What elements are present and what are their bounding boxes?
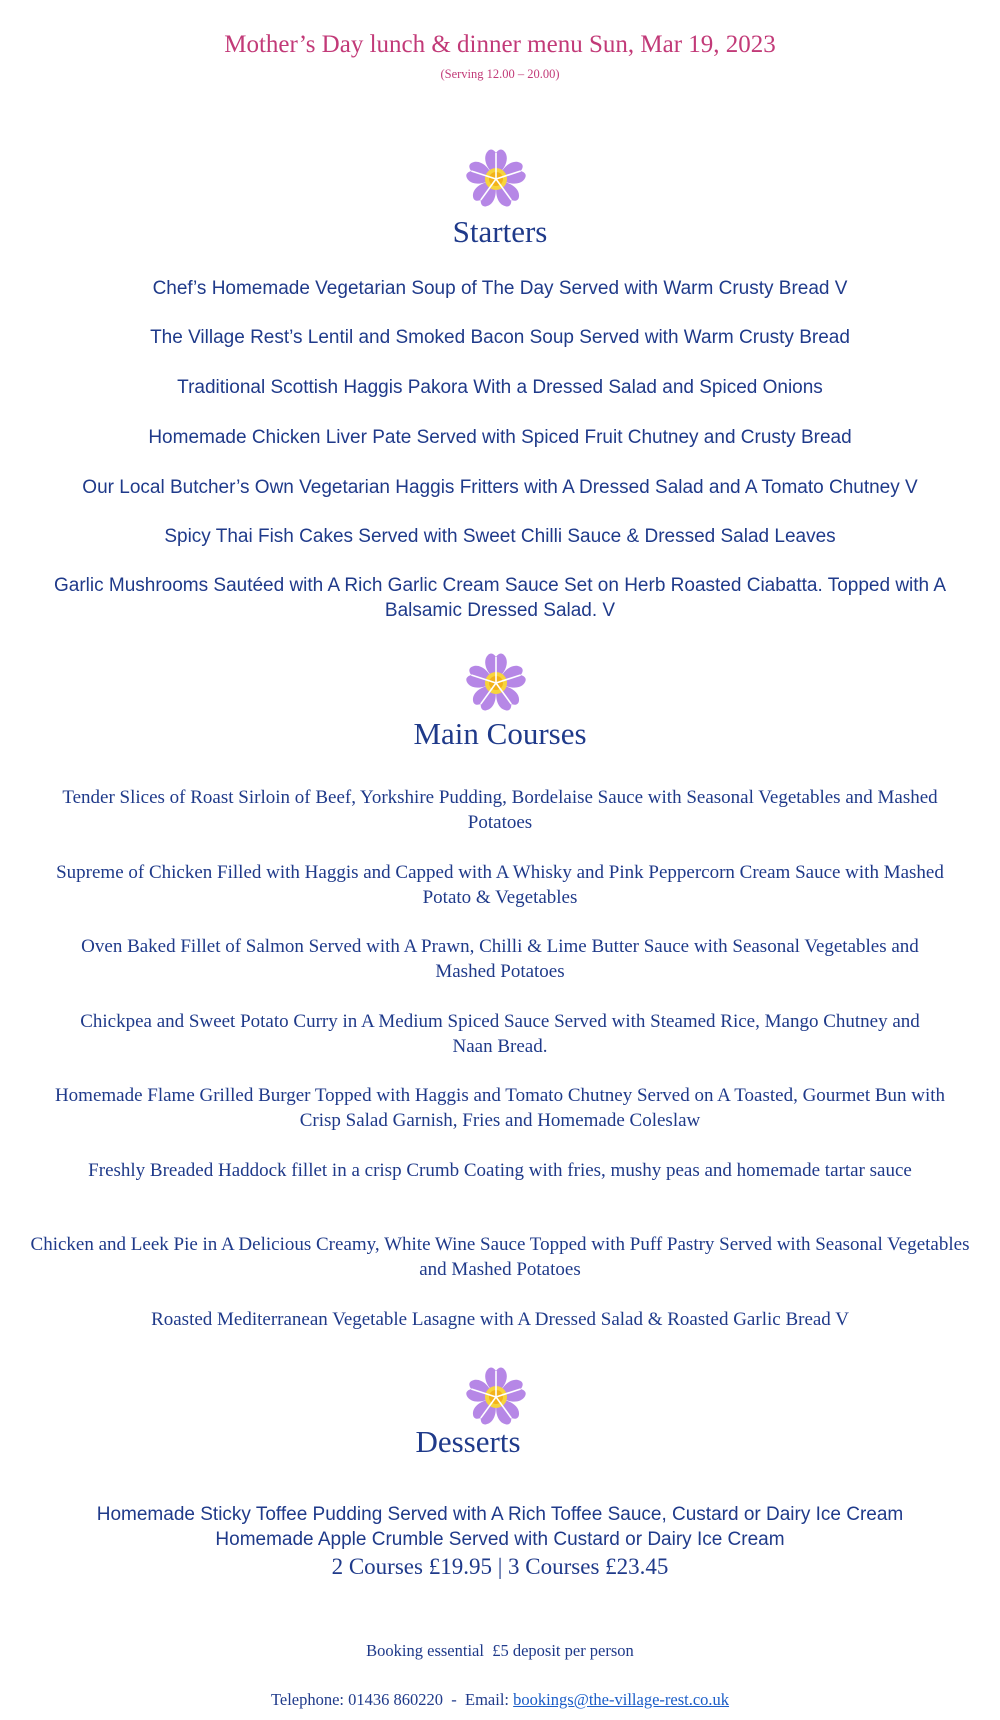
menu-item: Garlic Mushrooms Sautéed with A Rich Garlic Cream Sauce Set on Herb Roasted Ciabatta. Topped with A Balsamic Dressed Salad. V [53, 575, 947, 621]
menu-item: Chicken and Leek Pie in A Delicious Creamy, White Wine Sauce Topped with Puff Pastry Served with Seasonal Vegetables and Mashed Potatoes [30, 1234, 970, 1280]
menu-item: Tender Slices of Roast Sirloin of Beef, Yorkshire Pudding, Bordelaise Sauce with Seasonal Vegetables and Mashed Potatoes [62, 787, 938, 833]
menu-item: Freshly Breaded Haddock fillet in a crisp Crumb Coating with fries, mushy peas and homemade tartar sauce [88, 1160, 912, 1181]
menu-item: Chickpea and Sweet Potato Curry in A Medium Spiced Sauce Served with Steamed Rice, Mango Chutney and Naan Bread. [80, 1011, 920, 1057]
price-line: 2 Courses £19.95 | 3 Courses £23.45 [331, 1554, 669, 1579]
section-title-desserts: Desserts [415, 1424, 521, 1459]
section-title-main-courses: Main Courses [413, 716, 587, 751]
menu-item: Our Local Butcher’s Own Vegetarian Haggis Fritters with A Dressed Salad and A Tomato Chutney V [82, 477, 918, 498]
menu-item: Traditional Scottish Haggis Pakora With a Dressed Salad and Spiced Onions [177, 377, 823, 398]
serving-hours: (Serving 12.00 – 20.00) [440, 67, 560, 81]
menu-item: Homemade Apple Crumble Served with Custard or Dairy Ice Cream [215, 1529, 785, 1550]
email-link[interactable]: bookings@the-village-rest.co.uk [513, 1690, 730, 1709]
booking-note: Booking essential £5 deposit per person [366, 1641, 634, 1660]
menu-item: Chef’s Homemade Vegetarian Soup of The Day Served with Warm Crusty Bread V [152, 278, 848, 299]
telephone-label: Telephone: 01436 860220 - Email: [270, 1690, 514, 1709]
section-title-starters: Starters [452, 214, 548, 249]
page-title: Mother’s Day lunch & dinner menu Sun, Mar 19, 2023 [224, 31, 776, 58]
menu-item: Spicy Thai Fish Cakes Served with Sweet Chilli Sauce & Dressed Salad Leaves [164, 526, 836, 547]
menu-item: Homemade Flame Grilled Burger Topped with Haggis and Tomato Chutney Served on A Toasted, Gourmet Bun with Crisp Salad Garnish, Fries and Homemade Coleslaw [54, 1085, 946, 1131]
menu-item: Homemade Chicken Liver Pate Served with Spiced Fruit Chutney and Crusty Bread [148, 427, 852, 448]
menu-item: Oven Baked Fillet of Salmon Served with A Prawn, Chilli & Lime Butter Sauce with Seasonal Vegetables and Mashed Potatoes [81, 936, 919, 982]
menu-item: Roasted Mediterranean Vegetable Lasagne with A Dressed Salad & Roasted Garlic Bread V [151, 1309, 849, 1330]
contact-line [0, 1689, 1000, 1711]
menu-item: The Village Rest’s Lentil and Smoked Bacon Soup Served with Warm Crusty Bread [150, 327, 850, 348]
menu-item: Supreme of Chicken Filled with Haggis and Capped with A Whisky and Pink Peppercorn Cream Sauce with Mashed Potato & Vegetables [56, 862, 944, 908]
flower-icon [465, 1366, 527, 1428]
flower-icon [465, 148, 527, 210]
flower-icon [465, 652, 527, 714]
menu-item: Homemade Sticky Toffee Pudding Served with A Rich Toffee Sauce, Custard or Dairy Ice Cream [96, 1504, 904, 1525]
